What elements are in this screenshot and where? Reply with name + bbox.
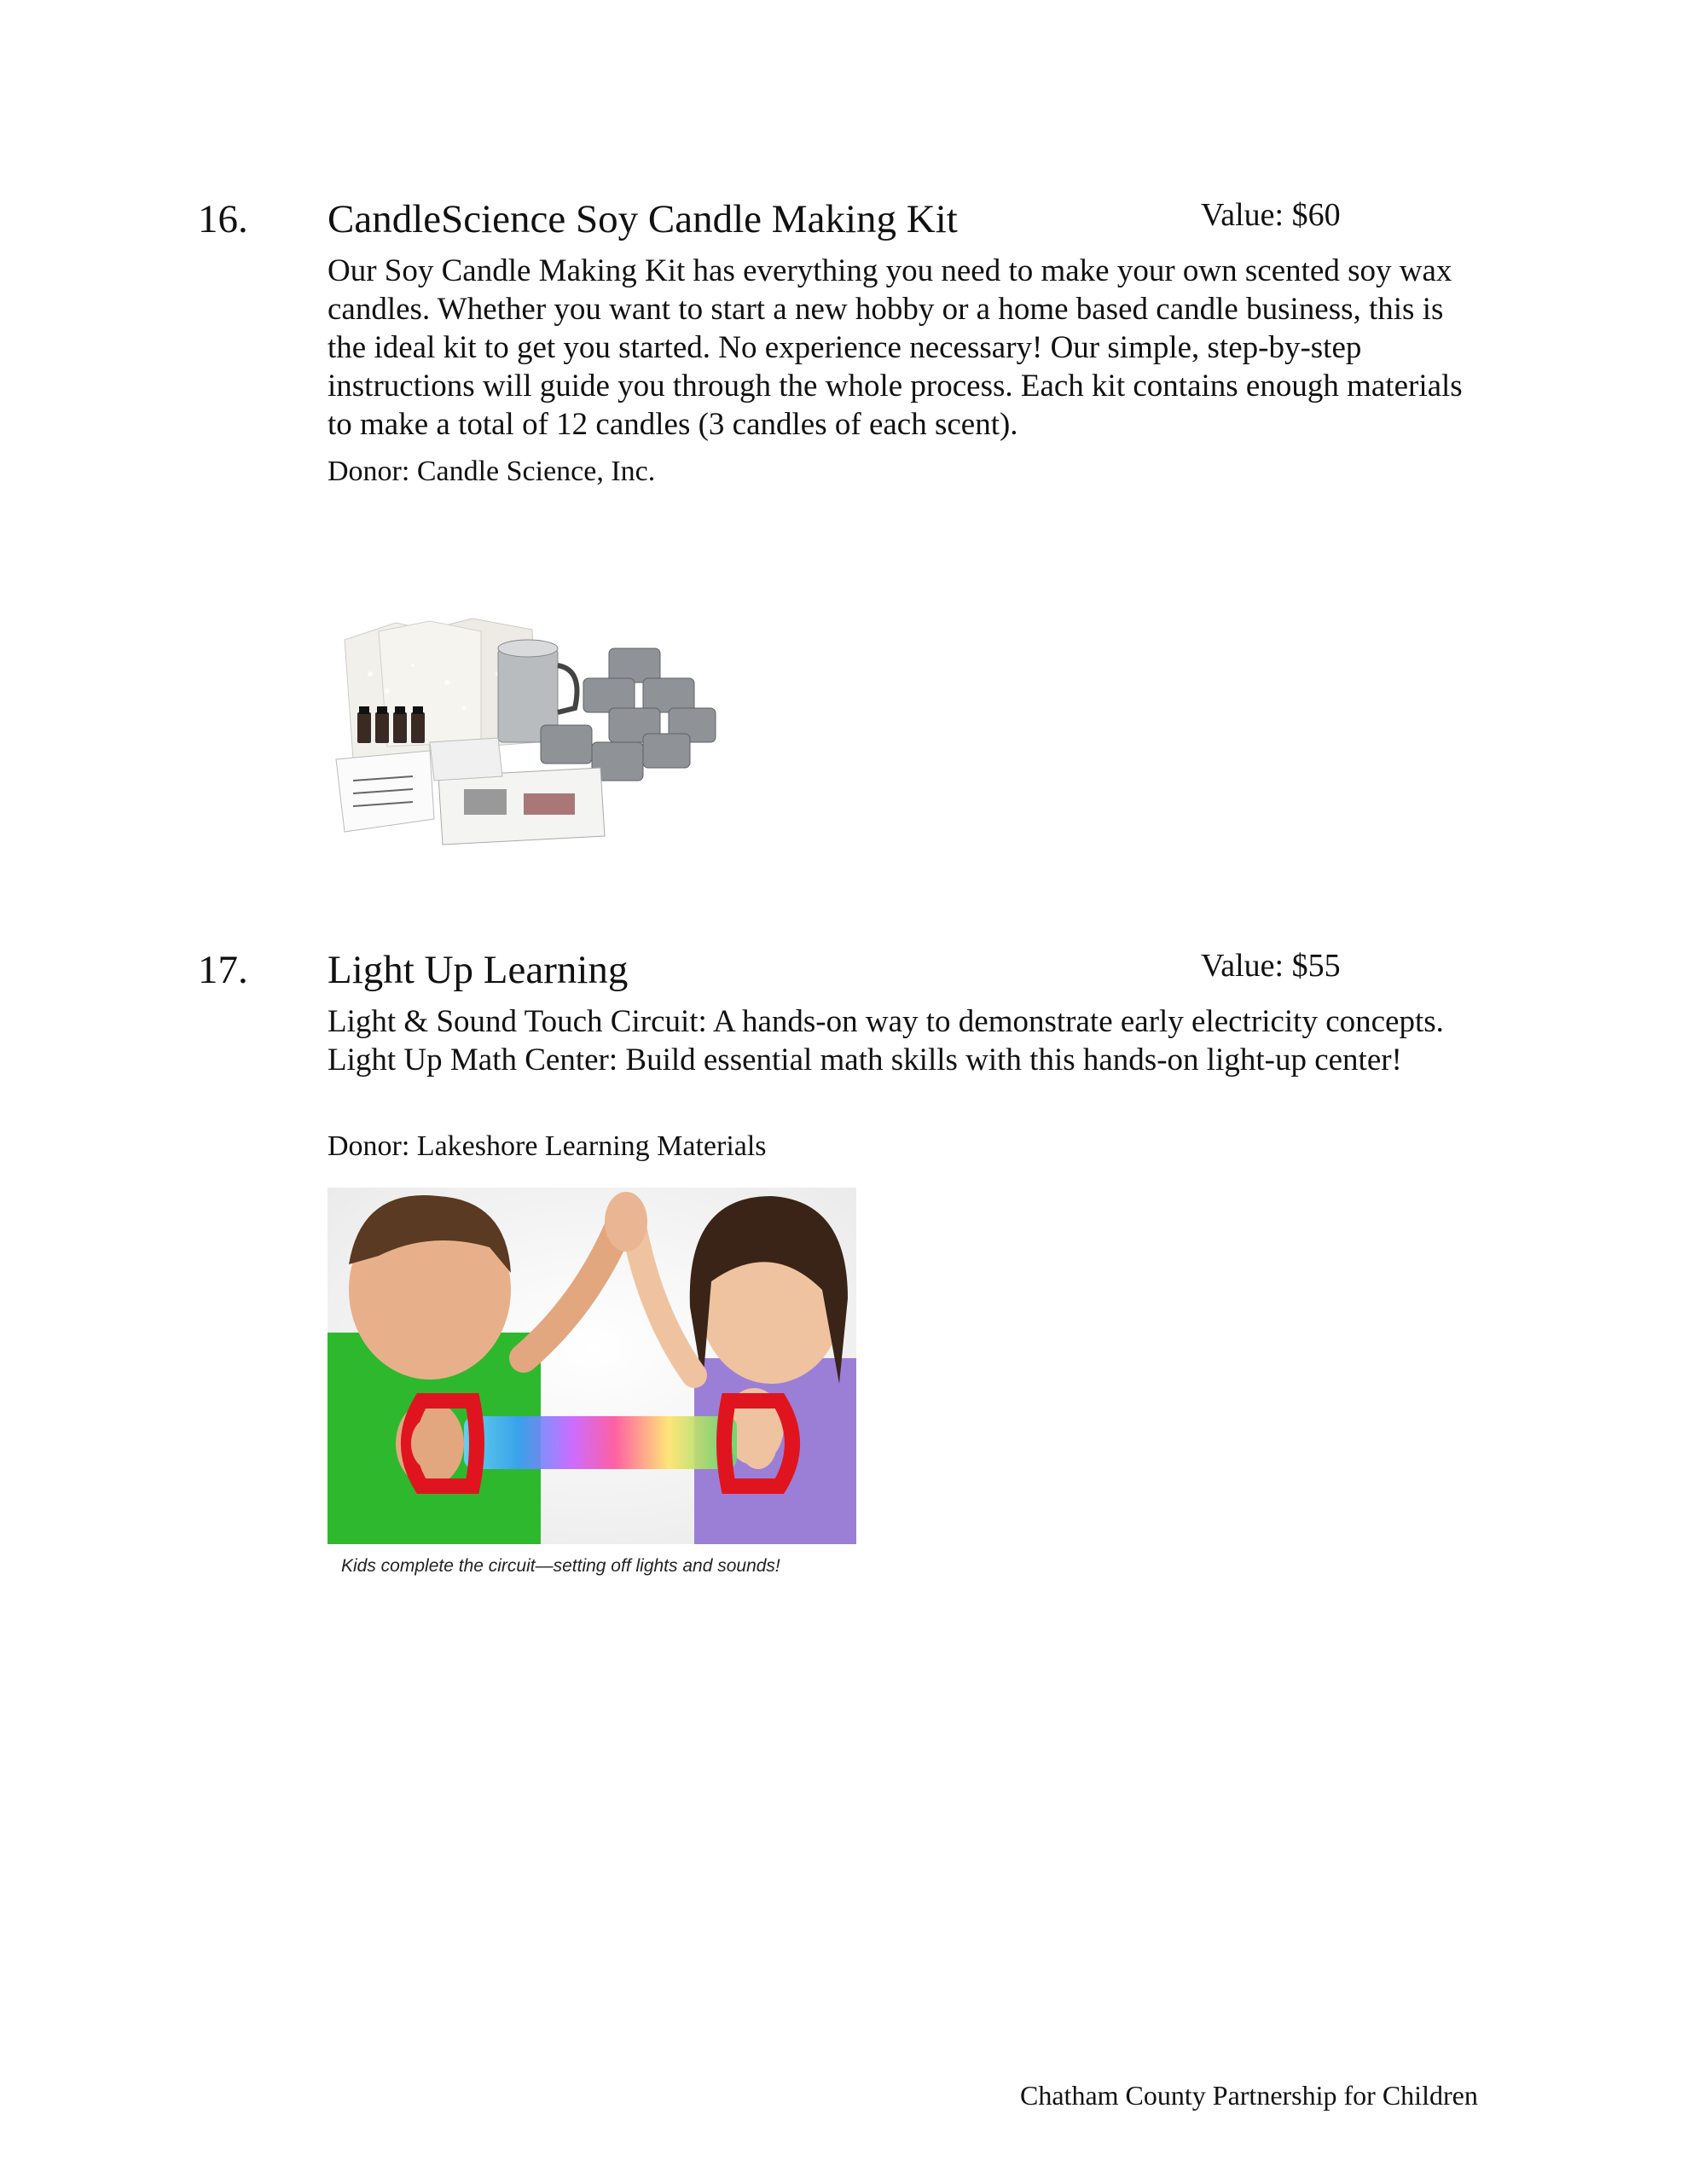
- candle-kit-photo: [328, 614, 720, 853]
- item-number: 16.: [198, 197, 248, 241]
- page-footer: Chatham County Partnership for Children: [1020, 2080, 1478, 2111]
- item-donor: Donor: Candle Science, Inc.: [328, 456, 656, 487]
- item-value: Value: $55: [1201, 948, 1341, 984]
- photo-caption: Kids complete the circuit—setting off lights and sounds!: [341, 1556, 780, 1576]
- item-description: Our Soy Candle Making Kit has everything you need to make your own scented soy wax candles. Whether you want to start a new hobby or a home based candle business, this is the ideal kit to get you started. No experience necessary! Our simple, step-by-step instructions will guide you through the whole process. Each kit contains enough materials to make a total of 12 candles (3 candles of each scent).: [328, 253, 1463, 442]
- item-title: Light Up Learning: [328, 948, 629, 992]
- item-description: Light & Sound Touch Circuit: A hands-on way to demonstrate early electricity concepts. Light Up Math Center: Build essential math skills with this hands-on light-up center!: [328, 1004, 1444, 1077]
- item-number: 17.: [198, 948, 248, 992]
- touch-circuit-photo: [328, 1188, 856, 1544]
- item-donor: Donor: Lakeshore Learning Materials: [328, 1130, 767, 1162]
- item-value: Value: $60: [1201, 197, 1341, 233]
- item-title: CandleScience Soy Candle Making Kit: [328, 197, 958, 241]
